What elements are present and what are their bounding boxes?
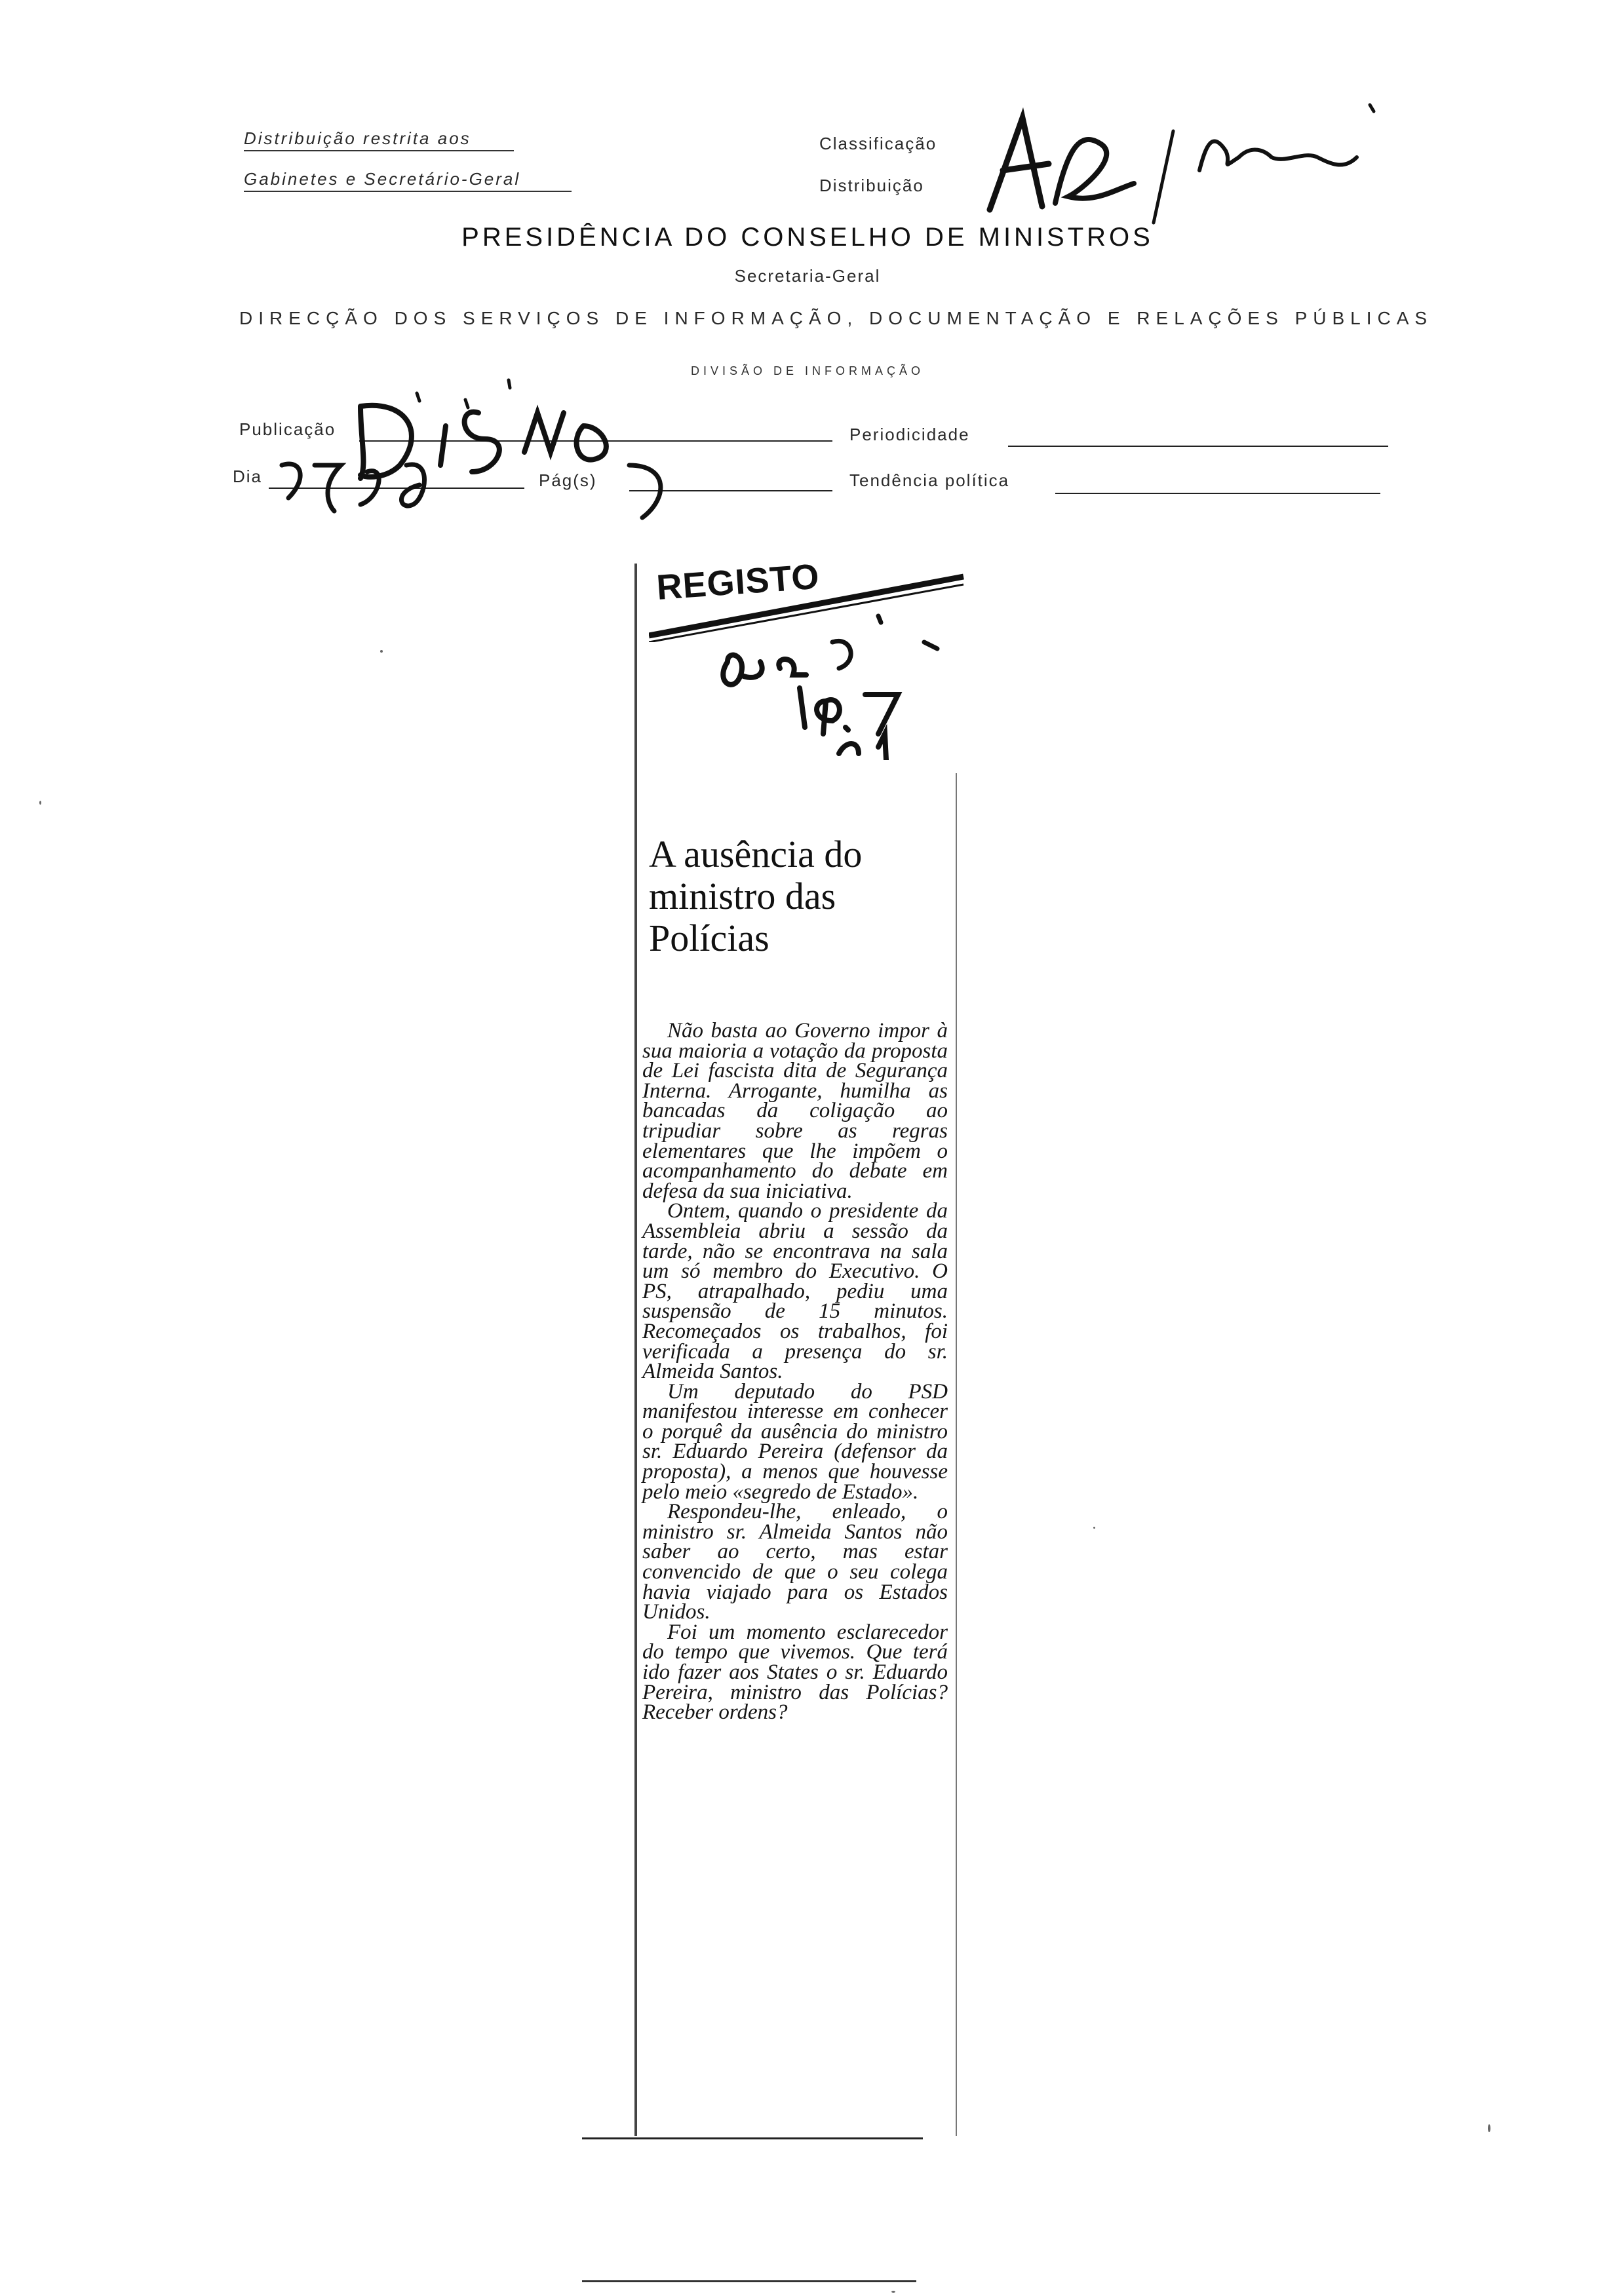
page-title: PRESIDÊNCIA DO CONSELHO DE MINISTROS (461, 223, 1154, 252)
article-paragraph: Ontem, quando o presidente da Assembleia abriu a sessão da tarde, não se encontrava na sala um só membro do Executivo. O PS, atrapalhado, pediu uma suspensão de 15 minutos. Recomeçados os trabalhos, foi verificada a presença do sr. Almeida Santos. (642, 1199, 948, 1384)
section-label: REGISTO (655, 556, 821, 608)
classification-label: Classificação (819, 134, 937, 153)
clipping-left-border (634, 564, 637, 2136)
clipping-right-border (956, 773, 957, 2136)
periodicity-field-line (1008, 446, 1388, 447)
scan-speck (39, 801, 41, 805)
handwritten-publication-mark (262, 367, 708, 524)
page-subtitle: Secretaria-Geral (734, 266, 881, 286)
article-headline: A ausência do ministro das Polícias (649, 833, 863, 959)
pages-label: Pág(s) (539, 470, 597, 490)
day-label: Dia (233, 467, 263, 486)
article-paragraph: Foi um momento esclarecedor do tempo que vivemos. Que terá ido fazer aos States o sr. Eduardo Pereira, ministro das Polícias? Receber ordens? (642, 1620, 948, 1725)
article-paragraph: Respondeu-lhe, enleado, o ministro sr. Almeida Santos não saber ao certo, mas estar convencido de que o seu colega havia viajado para os Estados Unidos. (642, 1500, 948, 1624)
periodicity-label: Periodicidade (849, 425, 970, 444)
division-heading: DIVISÃO DE INFORMAÇÃO (690, 364, 925, 377)
article-body (642, 1021, 948, 1723)
scan-speck (1093, 1527, 1095, 1529)
restricted-distribution-line2: Gabinetes e Secretário-Geral (244, 169, 572, 192)
publication-label: Publicação (239, 419, 336, 439)
handwritten-clipping-date-mark (708, 603, 957, 760)
clipping-footer-line (582, 2280, 916, 2282)
distribution-label: Distribuição (819, 176, 924, 195)
clipping-bottom-border (582, 2137, 923, 2139)
directorate-heading: DIRECÇÃO DOS SERVIÇOS DE INFORMAÇÃO, DOCUMENTAÇÃO E RELAÇÕES PÚBLICAS (239, 308, 1433, 328)
political-tendency-label: Tendência política (849, 470, 1010, 490)
article-paragraph: Não basta ao Governo impor à sua maioria a votação da proposta de Lei fascista dita de Segurança Interna. Arrogante, humilha as bancadas da coligação ao tripudiar sobre as regras elementares que lhe impõem o acompanhamento do debate em defesa da sua iniciativa. (642, 1019, 948, 1203)
scan-speck (380, 650, 383, 653)
article-paragraph: Um deputado do PSD manifestou interesse em conhecer o porquê da ausência do ministro sr. Eduardo Pereira (defensor da proposta), a menos que houvesse pelo meio «segredo de Estado». (642, 1379, 948, 1504)
scan-speck (891, 2291, 895, 2293)
scan-speck (1488, 2124, 1490, 2132)
political-tendency-field-line (1055, 493, 1380, 494)
restricted-distribution-line1: Distribuição restrita aos (244, 128, 514, 151)
handwritten-classification-mark (977, 92, 1396, 229)
